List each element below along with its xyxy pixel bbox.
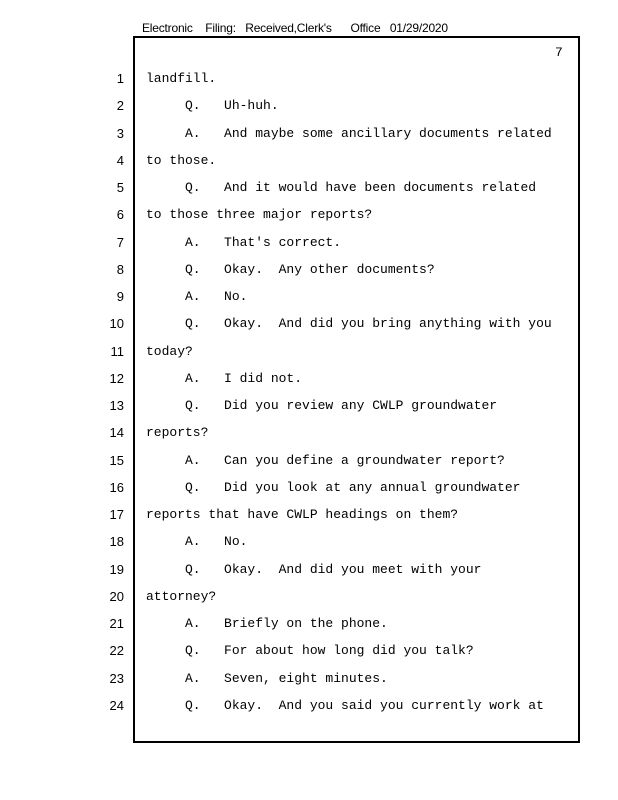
transcript-line: Q. Uh-huh. <box>146 98 279 114</box>
transcript-line: to those. <box>146 152 217 168</box>
page-number: 7 <box>555 45 563 60</box>
transcript-line: attorney? <box>146 588 217 604</box>
transcript-line: A. And maybe some ancillary documents related <box>146 125 552 141</box>
transcript-line: A. I did not. <box>146 370 303 386</box>
transcript-line: A. No. <box>146 289 248 304</box>
transcript-line: to those three major reports? <box>146 207 373 223</box>
line-number: 16 <box>109 479 124 495</box>
line-number: 10 <box>109 316 124 332</box>
line-number: 22 <box>109 643 124 659</box>
line-number: 15 <box>109 452 124 468</box>
line-number: 21 <box>109 616 124 631</box>
transcript-line: Q. Did you review any CWLP groundwater <box>146 398 498 413</box>
line-number: 8 <box>116 261 124 277</box>
line-number: 1 <box>116 71 124 86</box>
transcript-line: A. Seven, eight minutes. <box>146 670 388 686</box>
transcript-line: landfill. <box>146 71 217 86</box>
line-number: 13 <box>109 398 124 413</box>
line-number: 3 <box>116 125 124 141</box>
transcript-line: A. Can you define a groundwater report? <box>146 452 505 468</box>
line-number: 11 <box>110 343 124 359</box>
transcript-line: Q. Okay. And did you bring anything with you <box>146 316 552 332</box>
line-number: 20 <box>109 588 124 604</box>
line-number: 23 <box>109 670 124 686</box>
transcript-line: reports that have CWLP headings on them? <box>146 507 459 522</box>
line-number: 17 <box>109 507 124 522</box>
transcript-text-column <box>146 70 576 724</box>
line-number: 19 <box>109 561 124 577</box>
line-number: 9 <box>116 289 124 304</box>
transcript-line: reports? <box>146 425 209 441</box>
transcript-line: Q. Okay. Any other documents? <box>146 261 435 277</box>
line-number: 18 <box>109 534 124 550</box>
transcript-line: A. No. <box>146 534 248 550</box>
transcript-line: Q. For about how long did you talk? <box>146 643 474 659</box>
transcript-line: Q. Did you look at any annual groundwater <box>146 479 521 495</box>
transcript-line: A. Briefly on the phone. <box>146 616 388 631</box>
line-number: 5 <box>116 180 124 195</box>
line-number: 7 <box>116 234 124 250</box>
line-number: 4 <box>116 152 124 168</box>
line-number-column <box>96 70 124 724</box>
line-number: 12 <box>109 370 124 386</box>
transcript-line: A. That's correct. <box>146 234 342 250</box>
transcript-line: Q. Okay. And you said you currently work at <box>146 697 544 713</box>
transcript-line: today? <box>146 343 193 359</box>
transcript-line: Q. Okay. And did you meet with your <box>146 561 482 577</box>
line-number: 14 <box>109 425 124 441</box>
line-number: 2 <box>116 98 124 114</box>
line-number: 6 <box>116 207 124 223</box>
filing-stamp-header: Electronic Filing: Received,Clerk's Office 01/29/2020 <box>142 21 448 35</box>
transcript-line: Q. And it would have been documents related <box>146 180 537 195</box>
line-number: 24 <box>109 697 124 713</box>
